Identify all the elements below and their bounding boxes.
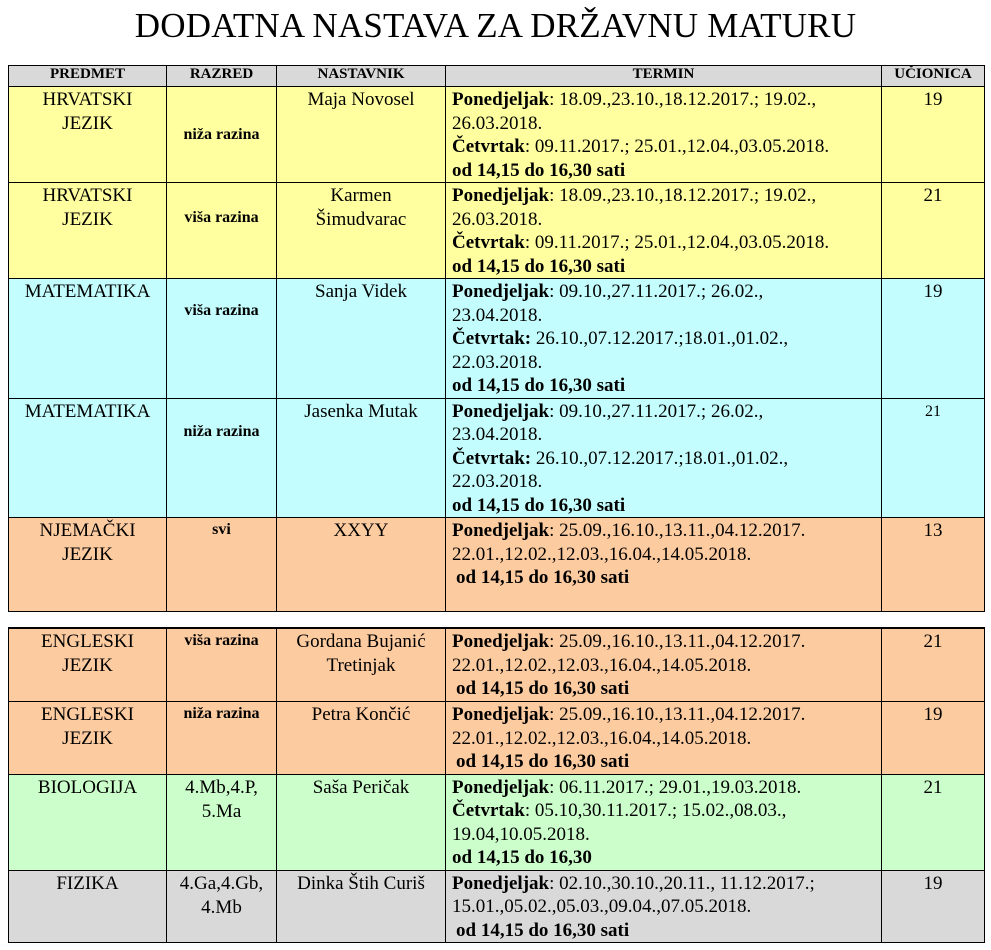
time-text: od 14,15 do 16,30 sati [452, 159, 626, 181]
subject-line: JEZIK [62, 544, 113, 565]
time-text: od 14,15 do 16,30 [452, 847, 592, 868]
dates-text: 22.03.2018. [452, 471, 543, 492]
dates-text: 26.10.,07.12.2017.;18.01.,01.02., [531, 447, 789, 469]
termin-cell [446, 774, 882, 870]
table-row [9, 183, 985, 279]
subject-line: HRVATSKI [42, 89, 133, 110]
classroom-cell: 21 [882, 398, 985, 518]
day-label: Četvrtak [452, 136, 525, 157]
day-label: Ponedjeljak [452, 281, 550, 302]
subject-cell [9, 518, 167, 612]
dates-text: 23.04.2018. [452, 424, 543, 445]
time-text: od 14,15 do 16,30 sati [456, 919, 630, 941]
dates-text: : 05.10,30.11.2017.; 15.02.,08.03., [524, 800, 787, 821]
dates-text: 15.01.,05.02.,05.03.,09.04.,07.05.2018. [452, 896, 752, 917]
teacher-cell [277, 518, 446, 612]
dates-text: : 09.10.,27.11.2017.; 26.02., [549, 281, 764, 302]
teacher-cell [277, 398, 446, 518]
termin-cell [446, 518, 882, 612]
day-label: Ponedjeljak [452, 776, 550, 798]
dates-text: : 06.11.2017.; 29.01.,19.03.2018. [549, 776, 802, 798]
razred-cell [167, 183, 277, 279]
subject-cell [9, 279, 167, 399]
table-row [9, 702, 985, 775]
dates-text: 22.01.,12.02.,12.03.,16.04.,14.05.2018. [452, 654, 752, 676]
razred-cell [167, 398, 277, 518]
time-text: od 14,15 do 16,30 sati [452, 494, 626, 516]
classroom-cell: 21 [882, 629, 985, 702]
dates-text: : 09.10.,27.11.2017.; 26.02., [549, 400, 764, 422]
teacher-cell [277, 183, 446, 279]
razred-cell [167, 870, 277, 943]
day-label: Ponedjeljak [452, 872, 550, 894]
razred-cell [167, 518, 277, 612]
time-text: od 14,15 do 16,30 sati [456, 678, 630, 699]
day-label: Ponedjeljak [452, 185, 550, 206]
razred-text: viša razina [184, 209, 259, 226]
razred-cell [167, 774, 277, 870]
subject-line: MATEMATIKA [24, 400, 151, 422]
dates-text: : 25.09.,16.10.,13.11.,04.12.2017. [549, 520, 806, 541]
classroom-cell: 19 [882, 702, 985, 775]
subject-line: HRVATSKI [42, 185, 133, 206]
dates-text: : 18.09.,23.10.,18.12.2017.; 19.02., [549, 89, 817, 110]
dates-text: 26.03.2018. [452, 112, 543, 134]
classroom-cell: 21 [882, 774, 985, 870]
termin-cell [446, 870, 882, 943]
time-text: od 14,15 do 16,30 sati [456, 751, 630, 772]
teacher-name: Petra Končić [311, 704, 411, 725]
dates-text: 26.03.2018. [452, 208, 543, 230]
subject-line: JEZIK [62, 209, 113, 230]
teacher-cell [277, 87, 446, 183]
table-row [9, 629, 985, 702]
razred-text: 4.Mb,4.P, [185, 776, 258, 798]
teacher-name: Šimudvarac [315, 209, 407, 230]
classroom-cell: 19 [882, 87, 985, 183]
header-termin: TERMIN [446, 66, 882, 87]
razred-cell [167, 87, 277, 183]
subject-line: JEZIK [62, 113, 113, 134]
day-label: Četvrtak [452, 800, 525, 821]
razred-text: 4.Ga,4.Gb, [179, 872, 264, 894]
dates-text: 22.01.,12.02.,12.03.,16.04.,14.05.2018. [452, 543, 752, 565]
teacher-name: Jasenka Mutak [304, 400, 418, 422]
table-row [9, 774, 985, 870]
teacher-name: Maja Novosel [307, 89, 415, 110]
dates-text: : 25.09.,16.10.,13.11.,04.12.2017. [549, 631, 806, 652]
day-label: Ponedjeljak [452, 400, 550, 422]
classroom-cell: 19 [882, 279, 985, 399]
subject-cell [9, 87, 167, 183]
teacher-name: Sanja Videk [315, 281, 407, 302]
subject-cell [9, 702, 167, 775]
time-text: od 14,15 do 16,30 sati [452, 375, 626, 396]
subject-line: JEZIK [62, 728, 113, 749]
subject-line: NJEMAČKI [39, 520, 136, 541]
teacher-cell [277, 774, 446, 870]
razred-cell [167, 279, 277, 399]
teacher-name: Saša Peričak [312, 776, 410, 798]
teacher-cell [277, 870, 446, 943]
header-predmet: PREDMET [9, 66, 167, 87]
day-label: Ponedjeljak [452, 89, 550, 110]
termin-cell [446, 183, 882, 279]
termin-cell [446, 279, 882, 399]
schedule-table-bottom [8, 627, 985, 943]
header-nastavnik: NASTAVNIK [277, 66, 446, 87]
table-row [9, 870, 985, 943]
termin-cell [446, 87, 882, 183]
dates-text: : 25.09.,16.10.,13.11.,04.12.2017. [549, 704, 806, 725]
classroom-cell: 19 [882, 870, 985, 943]
subject-cell [9, 629, 167, 702]
razred-text: niža razina [183, 125, 260, 143]
razred-text: 4.Mb [201, 896, 242, 918]
termin-cell [446, 702, 882, 775]
subject-line: ENGLESKI [41, 704, 134, 725]
razred-cell [167, 629, 277, 702]
page-title: DODATNA NASTAVA ZA DRŽAVNU MATURU [134, 6, 857, 45]
dates-text: : 09.11.2017.; 25.01.,12.04.,03.05.2018. [524, 232, 830, 253]
schedule-table-top [8, 65, 985, 612]
table-row [9, 518, 985, 612]
razred-text: svi [212, 521, 231, 538]
dates-text: : 18.09.,23.10.,18.12.2017.; 19.02., [549, 185, 817, 206]
teacher-name: Tretinjak [326, 655, 396, 676]
razred-text: viša razina [184, 302, 259, 319]
time-text: od 14,15 do 16,30 sati [452, 255, 626, 277]
dates-text: 22.01.,12.02.,12.03.,16.04.,14.05.2018. [452, 727, 752, 749]
header-razred: RAZRED [167, 66, 277, 87]
subject-cell [9, 398, 167, 518]
razred-text: viša razina [184, 632, 259, 649]
subject-line: FIZIKA [56, 872, 119, 894]
razred-text: niža razina [183, 705, 260, 722]
razred-text: 5.Ma [201, 800, 242, 822]
termin-cell [446, 398, 882, 518]
classroom-cell: 13 [882, 518, 985, 612]
razred-text: niža razina [183, 422, 260, 440]
teacher-cell [277, 629, 446, 702]
teacher-name: Dinka Štih Curiš [297, 872, 425, 894]
subject-cell [9, 183, 167, 279]
header-ucionica: UČIONICA [882, 66, 985, 87]
day-label: Ponedjeljak [452, 631, 550, 652]
day-label: Četvrtak: [452, 328, 532, 349]
day-label: Ponedjeljak [452, 704, 550, 725]
classroom-cell: 21 [882, 183, 985, 279]
time-text: od 14,15 do 16,30 sati [456, 567, 630, 588]
dates-text: : 09.11.2017.; 25.01.,12.04.,03.05.2018. [524, 136, 830, 157]
razred-cell [167, 702, 277, 775]
teacher-name: Karmen [330, 185, 392, 206]
termin-cell [446, 629, 882, 702]
day-label: Ponedjeljak [452, 520, 550, 541]
teacher-cell [277, 279, 446, 399]
dates-text: 26.10.,07.12.2017.;18.01.,01.02., [531, 328, 789, 349]
day-label: Četvrtak: [452, 447, 532, 469]
dates-text: 22.03.2018. [452, 351, 543, 373]
subject-line: BIOLOGIJA [37, 776, 138, 798]
dates-text: : 02.10.,30.10.,20.11., 11.12.2017.; [549, 872, 815, 894]
dates-text: 23.04.2018. [452, 304, 543, 326]
subject-cell [9, 774, 167, 870]
day-label: Četvrtak [452, 232, 525, 253]
table-row [9, 279, 985, 399]
teacher-name: XXYY [333, 520, 389, 541]
subject-line: ENGLESKI [41, 631, 134, 652]
teacher-name: Gordana Bujanić [296, 631, 426, 652]
table-row [9, 398, 985, 518]
dates-text: 19.04,10.05.2018. [452, 823, 590, 845]
table-row [9, 87, 985, 183]
teacher-cell [277, 702, 446, 775]
subject-line: MATEMATIKA [24, 281, 151, 302]
table-header-row [9, 66, 985, 87]
subject-line: JEZIK [62, 655, 113, 676]
subject-cell [9, 870, 167, 943]
